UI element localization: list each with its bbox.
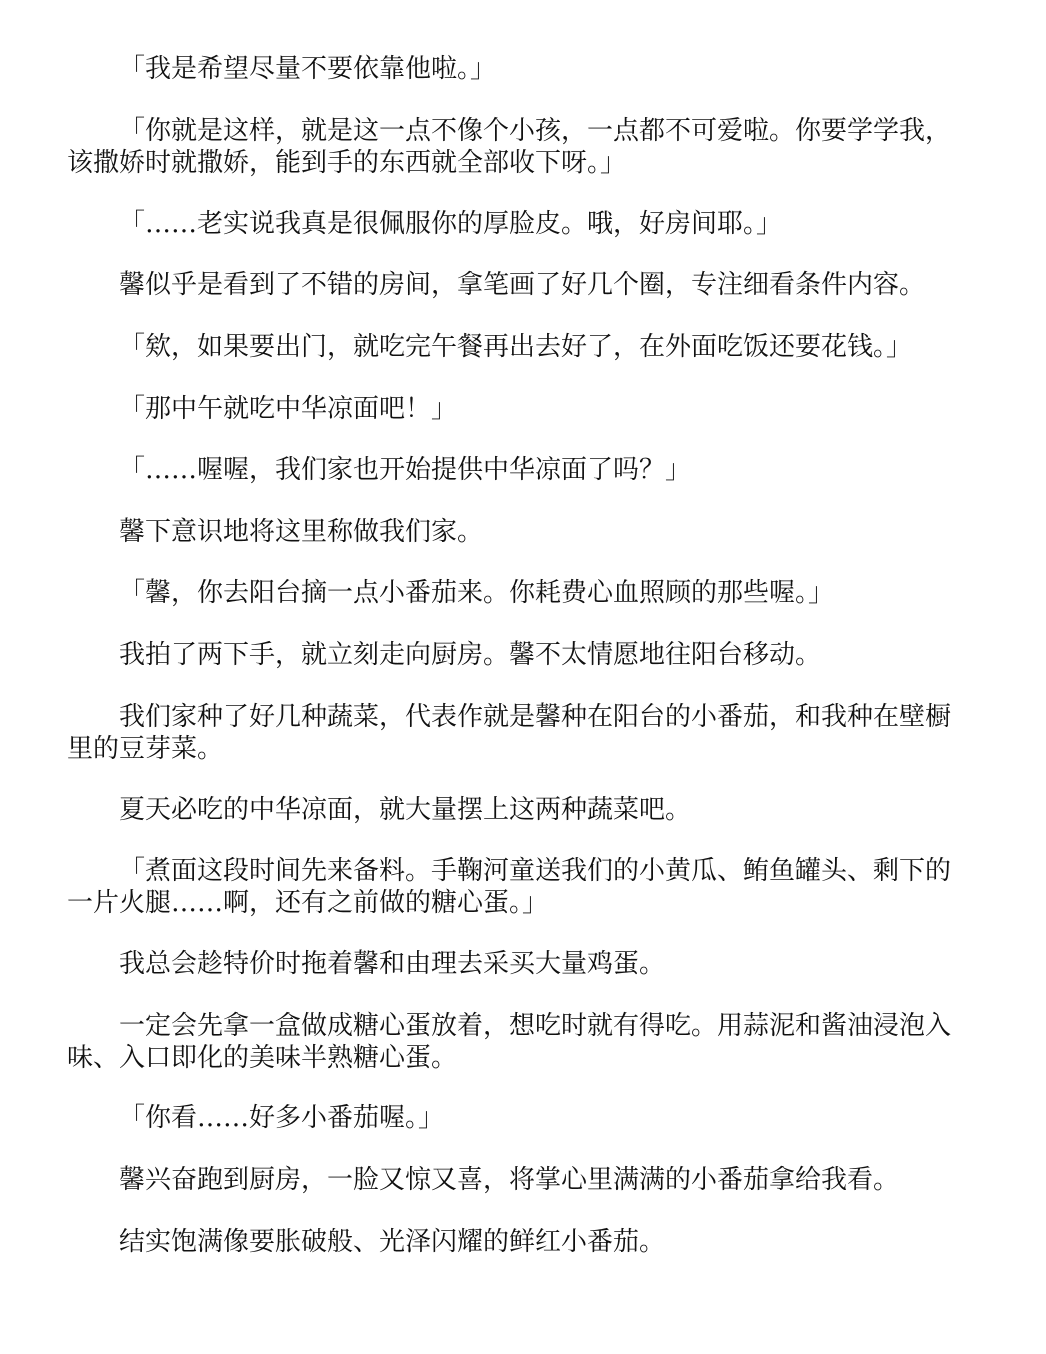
paragraph: 夏天必吃的中华凉面，就大量摆上这两种蔬菜吧。	[119, 795, 692, 825]
paragraph: 我们家种了好几种蔬菜，代表作就是馨种在阳台的小番茄，和我种在壁橱里的豆芽菜。	[67, 702, 952, 764]
paragraph: 「你看……好多小番茄喔。」	[119, 1103, 445, 1133]
paragraph: 「你就是这样，就是这一点不像个小孩，一点都不可爱啦。你要学学我，该撒娇时就撒娇，能到手的东西就全部收下呀。」	[67, 116, 952, 178]
paragraph: 馨似乎是看到了不错的房间，拿笔画了好几个圈，专注细看条件内容。	[119, 270, 926, 300]
paragraph: 「……老实说我真是很佩服你的厚脸皮。哦，好房间耶。」	[119, 209, 783, 239]
paragraph: 馨兴奋跑到厨房，一脸又惊又喜，将掌心里满满的小番茄拿给我看。	[119, 1165, 900, 1195]
paragraph: 一定会先拿一盒做成糖心蛋放着，想吃时就有得吃。用蒜泥和酱油浸泡入味、入口即化的美味半熟糖心蛋。	[67, 1011, 952, 1073]
paragraph: 「……喔喔，我们家也开始提供中华凉面了吗？」	[119, 455, 692, 485]
paragraph: 我总会趁特价时拖着馨和由理去采买大量鸡蛋。	[119, 949, 666, 979]
paragraph: 馨下意识地将这里称做我们家。	[119, 517, 484, 547]
paragraph: 「欸，如果要出门，就吃完午餐再出去好了，在外面吃饭还要花钱。」	[119, 332, 913, 362]
paragraph: 「我是希望尽量不要依靠他啦。」	[119, 54, 497, 84]
paragraph: 「馨，你去阳台摘一点小番茄来。你耗费心血照顾的那些喔。」	[119, 578, 835, 608]
paragraph: 结实饱满像要胀破般、光泽闪耀的鲜红小番茄。	[119, 1227, 666, 1257]
paragraph: 「煮面这段时间先来备料。手鞠河童送我们的小黄瓜、鲔鱼罐头、剩下的一片火腿……啊，还有之前做的糖心蛋。」	[67, 856, 952, 918]
paragraph: 我拍了两下手，就立刻走向厨房。馨不太情愿地往阳台移动。	[119, 640, 822, 670]
paragraph: 「那中午就吃中华凉面吧！」	[119, 394, 458, 424]
